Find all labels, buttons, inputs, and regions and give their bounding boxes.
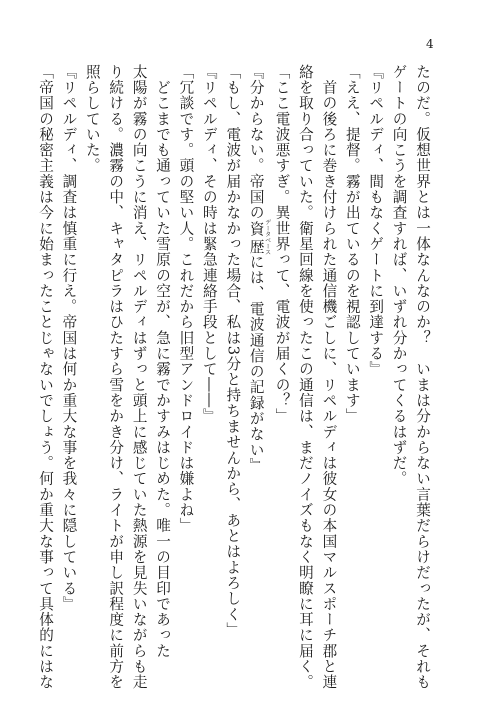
text-line: 『分からない。帝国の資歴 データベースには、電波通信の記録がない』 xyxy=(247,64,271,474)
ruby-annotation: 資歴 データベース xyxy=(247,219,271,256)
text-line: 「冗談です。頭の堅い人。これだから旧型アンドロイドは嫌よね」 xyxy=(177,64,195,534)
text-line: 照らしていた。 xyxy=(83,64,101,174)
text-line: 「帝国の秘密主義は今に始まったことじゃないでしょう。何か重大な事って具体的にはな xyxy=(37,64,54,690)
text-line: 絡を取り合っていた。衛星回線を使ったこの通信は、まだノイズもなく明瞭に耳に届く。 xyxy=(296,64,314,690)
text-line: 「ええ、提督。霧が出ているのを視認しています」 xyxy=(343,64,361,424)
text-line: ゲートの向こうを調査すれば、いずれ分かってくるはずだ。 xyxy=(390,64,408,487)
text-line: 『リペルディ、調査は慎重に行え。帝国は何か重大な事を我々に隠している』 xyxy=(60,64,78,612)
text-line: どこまでも通っていた雪原の空が、急に霧でかすみはじめた。唯一の目印であった xyxy=(154,64,172,659)
text-line: 「もし、電波が届かなかった場合、私は3分と持ちませんから、あとはよろしく」 xyxy=(224,64,242,638)
text-line: たのだ。仮想世界とは一体なんなのか？ いまは分からない言葉だらけだったが、それも xyxy=(414,64,431,690)
page-number: 4 xyxy=(426,37,434,51)
text-line: 「ここ電波悪すぎ。異世界って、電波が届くの？」 xyxy=(273,64,291,424)
vertical-text-body xyxy=(37,64,434,690)
text-line: 太陽が霧の向こうに消え、リペルディはずっと頭上に感じていた熱源を見失いながらも走 xyxy=(130,64,148,690)
text-line: 首の後ろに巻き付けられた通信機ごしに、リペルディは彼女の本国マルスポーチ郡と連 xyxy=(320,64,338,690)
text-line: 『リペルディ、その時は緊急連絡手段として――』 xyxy=(200,64,218,424)
text-line: り続ける。濃霧の中、キャタピラはひたすら雪をかき分け、ライトが申し訳程度に前方を xyxy=(107,64,125,690)
text-line: 『リペルディ、間もなくゲートに到達する』 xyxy=(367,64,385,377)
